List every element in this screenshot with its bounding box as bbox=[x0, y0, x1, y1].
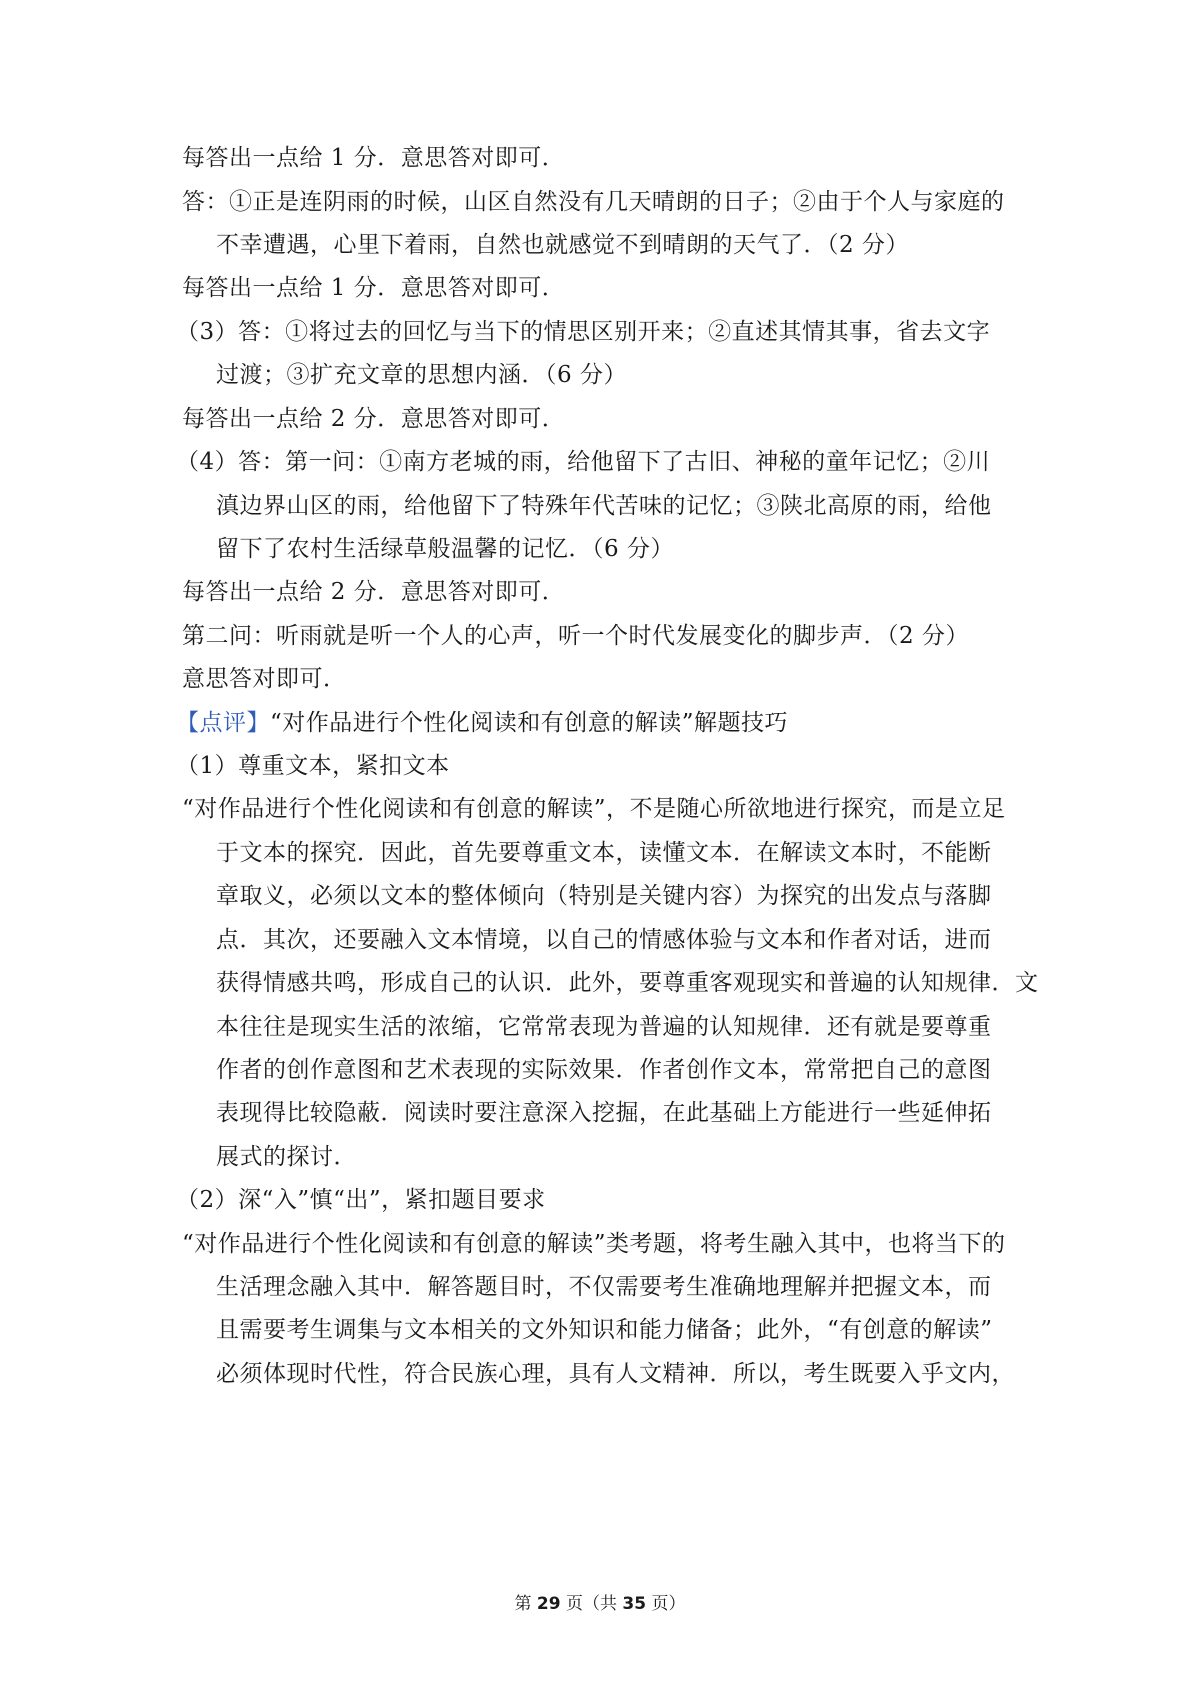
text-line: 表现得比较隐蔽．阅读时要注意深入挖掘，在此基础上方能进行一些延伸拓 bbox=[216, 1100, 992, 1126]
text-line: 本往往是现实生活的浓缩，它常常表现为普遍的认知规律．还有就是要尊重 bbox=[216, 1014, 992, 1040]
text-line: 点．其次，还要融入文本情境，以自己的情感体验与文本和作者对话，进而 bbox=[216, 927, 992, 953]
text-line: 第二问：听雨就是听一个人的心声，听一个时代发展变化的脚步声．（2 分） bbox=[182, 623, 969, 649]
text-line: 章取义，必须以文本的整体倾向（特别是关键内容）为探究的出发点与落脚 bbox=[216, 883, 992, 909]
text-line: 每答出一点给 1 分．意思答对即可． bbox=[182, 275, 566, 301]
text-line: 滇边界山区的雨，给他留下了特殊年代苦味的记忆；③陕北高原的雨，给他 bbox=[216, 493, 992, 519]
text-line: “对作品进行个性化阅读和有创意的解读”，不是随心所欲地进行探究，而是立足 bbox=[182, 796, 1006, 822]
text-line: 过渡；③扩充文章的思想内涵．（6 分） bbox=[216, 362, 627, 388]
section-heading: （2）深“入”慎“出”，紧扣题目要求 bbox=[176, 1187, 546, 1213]
page-footer bbox=[0, 1593, 1200, 1615]
comment-heading-text: “对作品进行个性化阅读和有创意的解读”解题技巧 bbox=[270, 710, 789, 736]
text-line: 且需要考生调集与文本相关的文外知识和能力储备；此外，“有创意的解读” bbox=[216, 1317, 993, 1343]
footer-prefix: 第 bbox=[514, 1594, 537, 1614]
text-line: 获得情感共鸣，形成自己的认识．此外，要尊重客观现实和普遍的认知规律．文 bbox=[216, 970, 1039, 996]
footer-middle: 页（共 bbox=[560, 1594, 623, 1614]
comment-heading bbox=[176, 708, 1016, 738]
text-line: 每答出一点给 1 分．意思答对即可． bbox=[182, 145, 566, 171]
footer-suffix: 页） bbox=[646, 1594, 686, 1614]
text-line: （4）答：第一问：①南方老城的雨，给他留下了古旧、神秘的童年记忆；②川 bbox=[176, 449, 991, 475]
text-line: 不幸遭遇，心里下着雨，自然也就感觉不到晴朗的天气了．（2 分） bbox=[216, 232, 909, 258]
footer-total-pages: 35 bbox=[622, 1594, 647, 1614]
text-line: 必须体现时代性，符合民族心理，具有人文精神．所以，考生既要入乎文内， bbox=[216, 1361, 1015, 1387]
text-line: 意思答对即可． bbox=[182, 666, 347, 692]
text-line: 作者的创作意图和艺术表现的实际效果．作者创作文本，常常把自己的意图 bbox=[216, 1057, 992, 1083]
text-line: 每答出一点给 2 分．意思答对即可． bbox=[182, 579, 566, 605]
text-line: 生活理念融入其中．解答题目时，不仅需要考生准确地理解并把握文本，而 bbox=[216, 1274, 992, 1300]
text-line: 每答出一点给 2 分．意思答对即可． bbox=[182, 406, 566, 432]
text-line: 答：①正是连阴雨的时候，山区自然没有几天晴朗的日子；②由于个人与家庭的 bbox=[182, 189, 1005, 215]
text-line: 于文本的探究．因此，首先要尊重文本，读懂文本．在解读文本时，不能断 bbox=[216, 840, 992, 866]
text-line: 展式的探讨． bbox=[216, 1144, 357, 1170]
comment-tag: 【点评】 bbox=[176, 710, 270, 736]
text-line: （3）答：①将过去的回忆与当下的情思区别开来；②直述其情其事，省去文字 bbox=[176, 319, 991, 345]
text-line: 留下了农村生活绿草般温馨的记忆．（6 分） bbox=[216, 536, 674, 562]
text-line: “对作品进行个性化阅读和有创意的解读”类考题，将考生融入其中，也将当下的 bbox=[182, 1231, 1006, 1257]
section-heading: （1）尊重文本，紧扣文本 bbox=[176, 753, 450, 779]
footer-page-number: 29 bbox=[536, 1594, 561, 1614]
